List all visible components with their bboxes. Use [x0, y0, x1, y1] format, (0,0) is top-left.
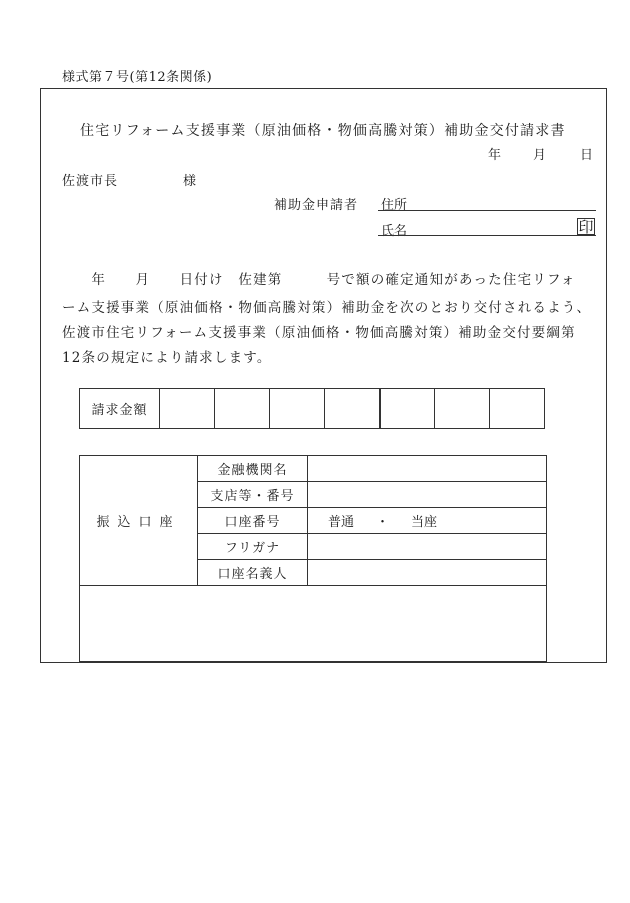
branch-field[interactable]	[308, 482, 547, 508]
amount-digit-box[interactable]	[160, 389, 215, 429]
applicant-label: 補助金申請者	[274, 198, 359, 213]
address-field[interactable]	[378, 210, 596, 211]
account-type-ordinary[interactable]: 普通	[328, 515, 355, 530]
bank-account-table	[79, 455, 547, 662]
document-title: 住宅リフォーム支援事業（原油価格・物価高騰対策）補助金交付請求書	[80, 123, 566, 139]
bank-name-label: 金融機関名	[198, 456, 308, 482]
transfer-account-label: 振込口座	[80, 456, 198, 586]
date-year-label: 年	[488, 148, 502, 163]
amount-digit-box[interactable]	[380, 389, 435, 429]
body-text-line: 年 月 日付け 佐建第 号で額の確定通知があった住宅リフォ	[62, 272, 576, 288]
date-day-label: 日	[580, 148, 594, 163]
bank-name-field[interactable]	[308, 456, 547, 482]
option-separator: ・	[376, 515, 390, 530]
amount-label: 請求金額	[80, 389, 160, 429]
account-type-current[interactable]: 当座	[411, 515, 438, 530]
account-type-field[interactable]	[308, 508, 547, 534]
body-text-line: 佐渡市住宅リフォーム支援事業（原油価格・物価高騰対策）補助金交付要綱第	[62, 325, 576, 341]
account-holder-label: 口座名義人	[198, 560, 308, 586]
body-text-line: 12条の規定により請求します。	[62, 350, 272, 366]
address-label: 住所	[381, 198, 408, 213]
account-holder-field[interactable]	[308, 560, 547, 586]
amount-digit-box[interactable]	[325, 389, 380, 429]
date-month-label: 月	[533, 148, 547, 163]
amount-digit-box[interactable]	[270, 389, 325, 429]
furigana-field[interactable]	[308, 534, 547, 560]
amount-table	[79, 388, 545, 429]
amount-digit-box[interactable]	[490, 389, 545, 429]
form-number-label: 様式第７号(第12条関係)	[62, 70, 213, 85]
name-label: 氏名	[381, 224, 408, 239]
amount-digit-box[interactable]	[215, 389, 270, 429]
addressee: 佐渡市長	[62, 174, 119, 189]
furigana-label: フリガナ	[198, 534, 308, 560]
seal-mark: 印	[578, 218, 594, 236]
account-number-label: 口座番号	[198, 508, 308, 534]
body-text-line: ーム支援事業（原油価格・物価高騰対策）補助金を次のとおり交付されるよう、	[62, 300, 592, 316]
name-field[interactable]	[378, 235, 596, 236]
blank-area[interactable]	[80, 586, 547, 662]
amount-digit-box[interactable]	[435, 389, 490, 429]
honorific: 様	[183, 174, 197, 189]
branch-label: 支店等・番号	[198, 482, 308, 508]
